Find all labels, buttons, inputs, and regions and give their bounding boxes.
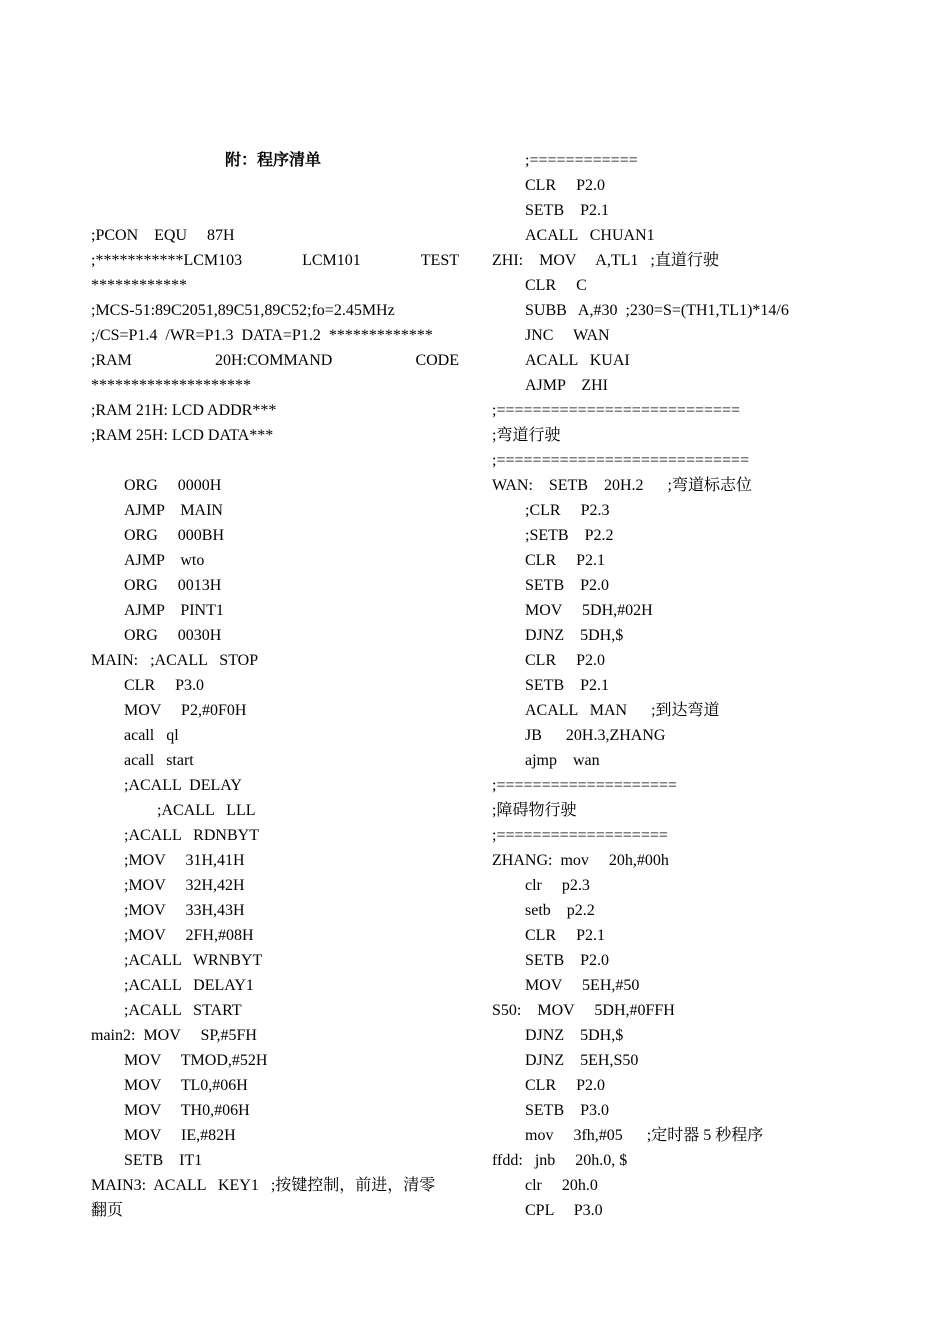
code-line: MAIN: ;ACALL STOP [91,652,259,669]
code-line-part: LCM101 [302,252,361,269]
code-line: ;MCS-51:89C2051,89C51,89C52;fo=2.45MHz [91,302,395,319]
code-line: SETB P2.0 [525,577,610,594]
code-line: ;/CS=P1.4 /WR=P1.3 DATA=P1.2 ************* [91,327,433,344]
code-line: CLR P2.0 [525,652,606,669]
code-line: AJMP PINT1 [124,602,224,619]
code-line: acall ql [124,727,179,744]
code-line: ;RAM 21H: LCD ADDR*** [91,402,277,419]
code-line: ;RAM 25H: LCD DATA*** [91,427,274,444]
code-line: CLR P2.0 [525,1077,606,1094]
code-line: SETB P2.1 [525,202,610,219]
code-line: ;=========================== [492,402,741,419]
code-line: ;障碍物行驶 [492,802,577,819]
code-line: SETB P3.0 [525,1102,610,1119]
code-line [91,248,459,273]
code-line-part: CODE [415,352,459,369]
code-line: ;============ [525,152,638,169]
code-line: ORG 0013H [124,577,222,594]
code-line: ORG 000BH [124,527,225,544]
code-line: ACALL MAN ;到达弯道 [525,702,720,719]
code-line: clr p2.3 [525,877,590,894]
code-line: ajmp wan [525,752,600,769]
code-line: DJNZ 5EH,S50 [525,1052,639,1069]
document-heading: 附：程序清单 [225,152,322,169]
code-line [91,448,459,473]
code-line-part: ;***********LCM103 [91,252,243,269]
left-code-column [91,148,459,1223]
code-line: MOV 5DH,#02H [525,602,653,619]
code-line: ;MOV 32H,42H [124,877,245,894]
code-line: ;CLR P2.3 [525,502,610,519]
code-line: JNC WAN [525,327,610,344]
code-line: SETB P2.0 [525,952,610,969]
code-line: MOV TL0,#06H [124,1077,248,1094]
code-line: ffdd: jnb 20h.0, $ [492,1152,628,1169]
code-line: ;弯道行驶 [492,427,561,444]
code-line: AJMP MAIN [124,502,223,519]
code-line: SUBB A,#30 ;230=S=(TH1,TL1)*14/6 [525,302,789,319]
code-line: 翻页 [91,1202,124,1219]
code-line: ZHANG: mov 20h,#00h [492,852,669,869]
code-line: ACALL CHUAN1 [525,227,655,244]
code-line: MOV IE,#82H [124,1127,236,1144]
code-line [91,198,459,223]
code-line-part: TEST [420,252,459,269]
code-line: CLR C [525,277,587,294]
code-line-part: MAIN3: ACALL KEY1 ;按键控制，前进，清零 [91,1177,436,1194]
code-line: ZHI: MOV A,TL1 ;直道行驶 [492,252,719,269]
code-line: SETB P2.1 [525,677,610,694]
code-line: CLR P2.0 [525,177,606,194]
code-line: ;MOV 2FH,#08H [124,927,254,944]
code-line: clr 20h.0 [525,1177,598,1194]
code-line: ;MOV 33H,43H [124,902,245,919]
right-code-column [492,148,882,1223]
code-line: ORG 0000H [124,477,222,494]
code-line: CLR P2.1 [525,552,606,569]
code-line: CLR P2.1 [525,927,606,944]
code-line: MOV TH0,#06H [124,1102,250,1119]
code-line: main2: MOV SP,#5FH [91,1027,257,1044]
code-line-part: ;RAM [91,352,132,369]
code-line: ;ACALL RDNBYT [124,827,259,844]
code-line: ******************** [91,377,251,394]
code-line: MOV P2,#0F0H [124,702,247,719]
code-line: ;SETB P2.2 [525,527,614,544]
code-line: DJNZ 5DH,$ [525,1027,624,1044]
code-line: MOV 5EH,#50 [525,977,640,994]
code-line: AJMP wto [124,552,205,569]
code-line: DJNZ 5DH,$ [525,627,624,644]
code-line: setb p2.2 [525,902,595,919]
code-line: AJMP ZHI [525,377,608,394]
code-line: ;==================== [492,777,677,794]
code-line: ACALL KUAI [525,352,630,369]
code-line: ;=================== [492,827,668,844]
code-line: ;============================ [492,452,750,469]
code-line: ORG 0030H [124,627,222,644]
code-line: S50: MOV 5DH,#0FFH [492,1002,675,1019]
code-line: ;ACALL LLL [157,802,256,819]
code-line: acall start [124,752,194,769]
code-line: ;ACALL DELAY [124,777,242,794]
code-line: mov 3fh,#05 ;定时器 5 秒程序 [525,1127,764,1144]
code-line: ;ACALL DELAY1 [124,977,254,994]
code-line [91,1173,459,1198]
code-line: ;PCON EQU 87H [91,227,235,244]
code-line-part: 20H:COMMAND [215,352,333,369]
code-line: MOV TMOD,#52H [124,1052,268,1069]
code-line: SETB IT1 [124,1152,203,1169]
code-line: ************ [91,277,187,294]
code-line: CLR P3.0 [124,677,205,694]
code-line [91,348,459,373]
code-line: WAN: SETB 20H.2 ;弯道标志位 [492,477,753,494]
code-line: CPL P3.0 [525,1202,603,1219]
code-line: ;ACALL WRNBYT [124,952,263,969]
code-line: ;ACALL START [124,1002,242,1019]
code-line: JB 20H.3,ZHANG [525,727,666,744]
code-line: ;MOV 31H,41H [124,852,245,869]
code-line [91,173,459,198]
